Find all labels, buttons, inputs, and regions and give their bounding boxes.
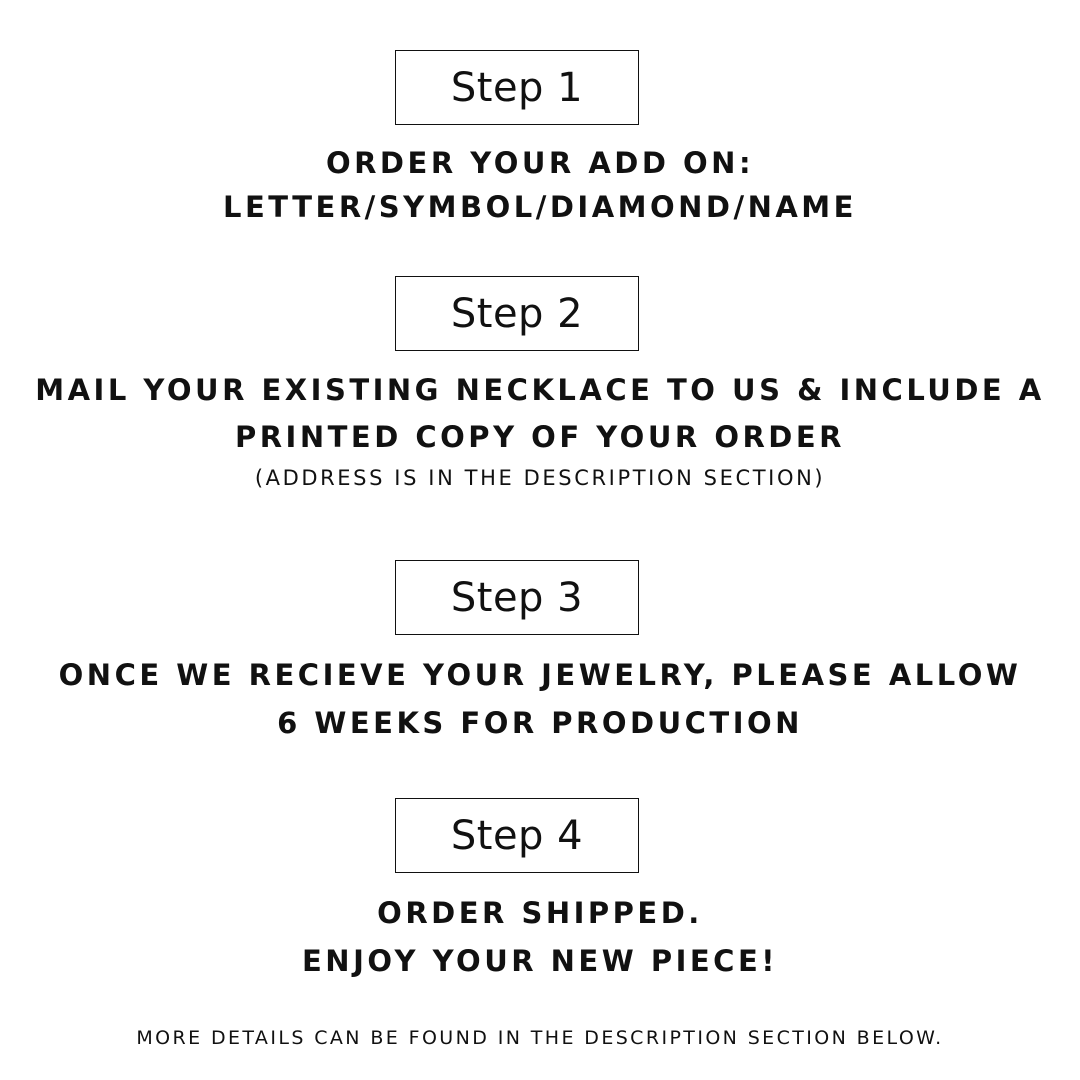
step-4-line-2: ENJOY YOUR NEW PIECE! bbox=[301, 944, 779, 978]
footer-note: MORE DETAILS CAN BE FOUND IN THE DESCRIPTION SECTION BELOW. bbox=[136, 1027, 944, 1049]
step-4-box: Step 4 bbox=[395, 798, 639, 873]
step-1-box: Step 1 bbox=[395, 50, 639, 125]
step-2-box: Step 2 bbox=[395, 276, 639, 351]
step-2-line-1: MAIL YOUR EXISTING NECKLACE TO US & INCLUDE A bbox=[35, 373, 1045, 407]
step-2-note: (ADDRESS IS IN THE DESCRIPTION SECTION) bbox=[254, 466, 826, 490]
step-3-box: Step 3 bbox=[395, 560, 639, 635]
step-3-line-1: ONCE WE RECIEVE YOUR JEWELRY, PLEASE ALLOW bbox=[58, 658, 1022, 692]
step-1-line-2: LETTER/SYMBOL/DIAMOND/NAME bbox=[223, 190, 857, 224]
step-1-line-1: ORDER YOUR ADD ON: bbox=[325, 146, 755, 180]
step-4-line-1: ORDER SHIPPED. bbox=[377, 896, 703, 930]
step-2-line-2: PRINTED COPY OF YOUR ORDER bbox=[234, 420, 846, 454]
step-3-line-2: 6 WEEKS FOR PRODUCTION bbox=[277, 706, 803, 740]
